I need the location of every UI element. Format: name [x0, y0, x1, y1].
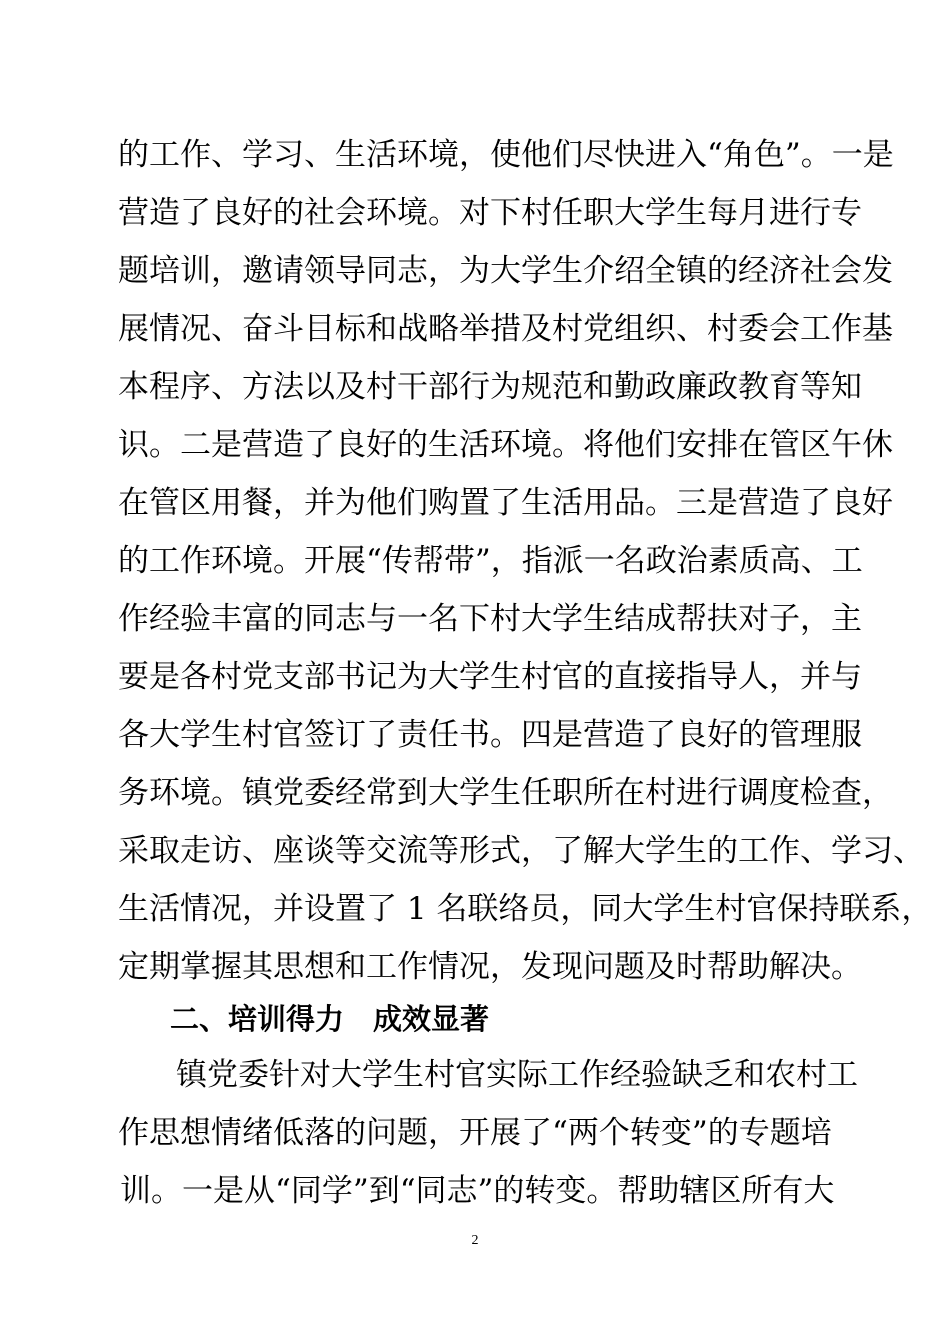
- body-text-line: 训。一是从“同学”到“同志”的转变。帮助辖区所有大: [120, 1173, 835, 1209]
- body-text-line: 题培训，邀请领导同志，为大学生介绍全镇的经济社会发: [118, 253, 893, 289]
- body-text-line: 的工作环境。开展“传帮带”，指派一名政治素质高、工: [118, 543, 863, 579]
- body-text-line: 镇党委针对大学生村官实际工作经验缺乏和农村工: [176, 1057, 858, 1093]
- body-text-line: 营造了良好的社会环境。对下村任职大学生每月进行专: [118, 195, 862, 231]
- body-text-line: 在管区用餐，并为他们购置了生活用品。三是营造了良好: [118, 485, 893, 521]
- body-text-line: 务环境。镇党委经常到大学生任职所在村进行调度检查，: [118, 775, 893, 811]
- page-number: 2: [471, 1233, 479, 1248]
- body-text-line: 各大学生村官签订了责任书。四是营造了良好的管理服: [118, 717, 862, 753]
- body-text-line: 定期掌握其思想和工作情况，发现问题及时帮助解决。: [118, 949, 862, 985]
- body-text-line: 识。二是营造了良好的生活环境。将他们安排在管区午休: [118, 427, 893, 463]
- body-text-line: 本程序、方法以及村干部行为规范和勤政廉政教育等知: [118, 369, 862, 405]
- section-heading: 二、培训得力 成效显著: [170, 1002, 490, 1036]
- body-text-line: 作经验丰富的同志与一名下村大学生结成帮扶对子，主: [118, 601, 862, 637]
- body-text-line: 展情况、奋斗目标和战略举措及村党组织、村委会工作基: [118, 311, 893, 347]
- body-text-line: 的工作、学习、生活环境，使他们尽快进入“角色”。一是: [118, 137, 894, 173]
- body-text-line: 生活情况，并设置了 1 名联络员，同大学生村官保持联系，: [118, 891, 933, 927]
- body-text-line: 采取走访、座谈等交流等形式，了解大学生的工作、学习、: [118, 833, 924, 869]
- body-text-line: 作思想情绪低落的问题，开展了“两个转变”的专题培: [118, 1115, 832, 1151]
- body-text-line: 要是各村党支部书记为大学生村官的直接指导人，并与: [118, 659, 862, 695]
